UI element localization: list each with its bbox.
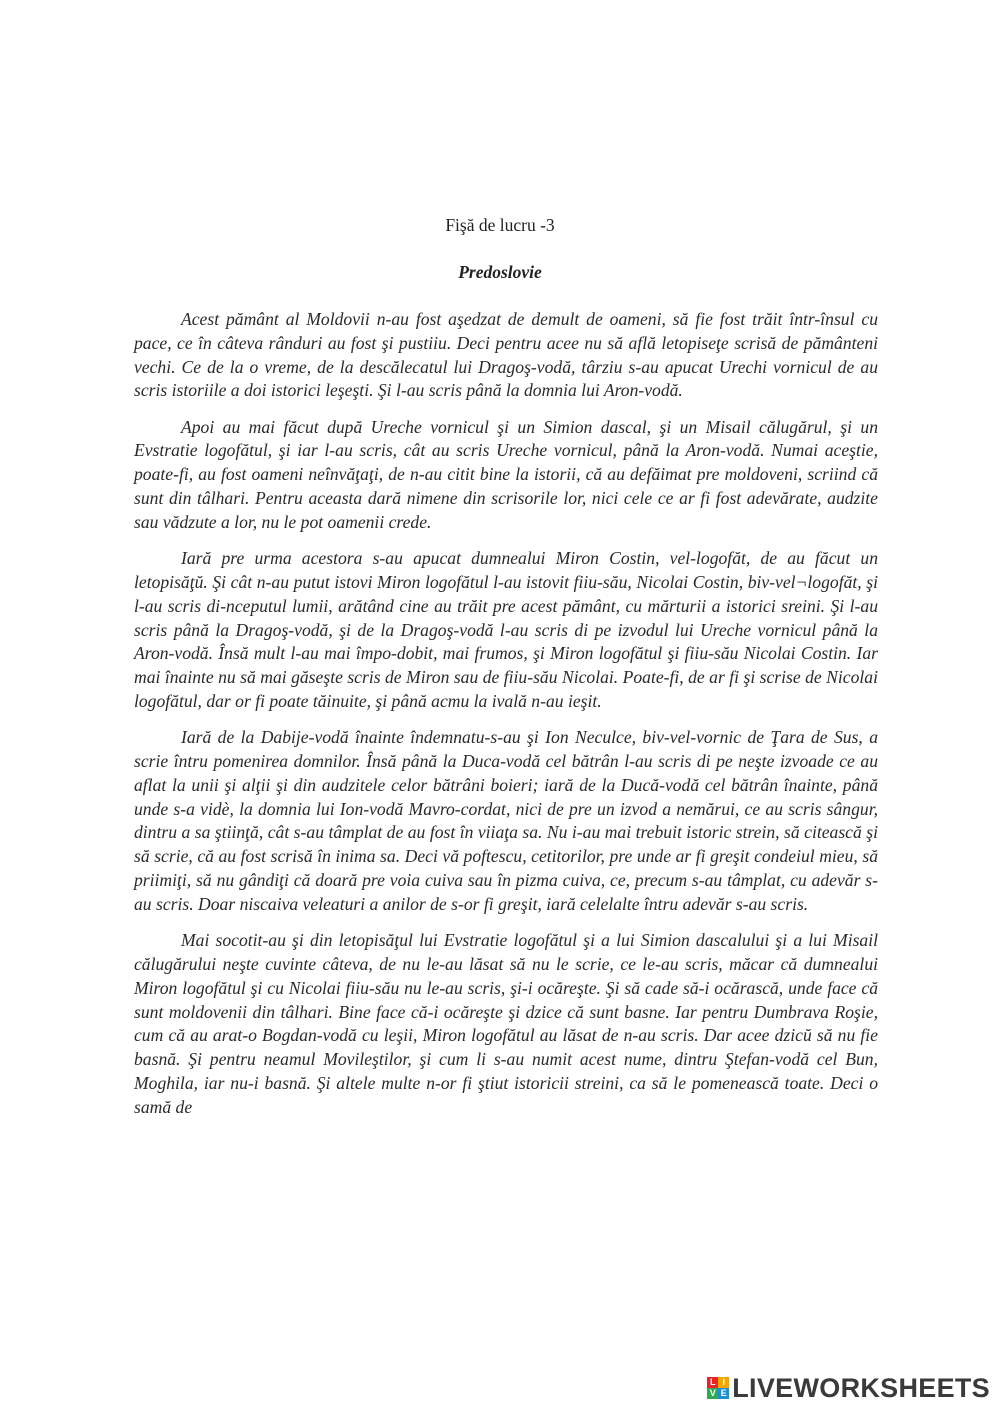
paragraph-5: Mai socotit-au şi din letopisăţul lui Evstratie logofătul şi a lui Simion dascalului şi a lui Misail călugărului neşte cuvinte câteva, de nu le-au lăsat să nu le scrie, ce le-au scris, măcar că dumnealui Miron logofătul şi cu Nicolai fiiu-său nu le-au scris, şi-i ocăreşte. Şi să cade să-i ocărască, unde face că sunt moldovenii din tâlhari. Bine face că-i ocăreşte şi dzice că sunt basne. Iar pentru Dumbrava Roşie, cum că au arat-o Bogdan-vodă cu leşii, Miron logofătul au lăsat de n-au scris. Dar acee dzicŭ să nu fie basnă. Şi pentru neamul Movileştilor, şi cum li s-au numit acest nume, dintru Ştefan-vodă cel Bun, Moghila, iar nu-i basnă. Şi altele multe n-or fi ştiut istoricii streini, ca să le pomenească toate. Deci o samă de — [134, 930, 878, 1117]
logo-letter: V — [707, 1388, 718, 1399]
document-title: Predoslovie — [458, 262, 542, 282]
worksheet-title: Fişă de lucru -3 — [445, 215, 555, 235]
logo-letter: E — [718, 1388, 729, 1399]
logo-badge-icon — [707, 1377, 729, 1399]
paragraph-2: Apoi au mai făcut după Ureche vornicul şi un Simion dascal, şi un Misail călugărul, şi un Evstratie logofătul, şi iar l-au scris, cât au scris Ureche vornicul, până la Aron-vodă. Numai aceştie, poate-fi, au fost oameni neînvăţaţi, de n-au citit bine la istorii, că au defăimat pre moldoveni, scriind că sunt din tâlhari. Pentru aceasta dară nimene din scrisorile lor, nici cele ce ar fi fost adevărate, audzite sau vădzute a lor, nu le pot oamenii crede. — [134, 416, 878, 532]
document-body — [134, 308, 878, 1132]
paragraph-4: Iară de la Dabije-vodă înainte îndemnatu-s-au şi Ion Neculce, biv-vel-vornic de Ţara de Sus, a scrie întru pomenirea domnilor. Însă până la Duca-vodă cel bătrân l-au scris di pe neşte izvoade ce au aflat la unii şi alţii şi din audzitele celor bătrâni boieri; iară de la Ducă-vodă cel bătrân înainte, până unde s-a vidè, la domnia lui Ion-vodă Mavro-cordat, nici de pre un izvod a nemărui, ce au scris sângur, dintru a sa ştiinţă, cât s-au tâmplat de au fost în viiaţa sa. Nu i-au mai trebuit istoric strein, să citească şi să scrie, că au fost scrisă în inima sa. Deci vă poftescu, cetitorilor, pre unde ar fi greşit condeiul mieu, să priimiţi, să nu gândiţi că doară pre voia cuiva sau în pizma cuiva, ce, precum s-au tâmplat, cu adevăr s-au scris. Doar niscaiva veleaturi a anilor de s-or fi greşit, iară celelalte întru adevăr s-au scris. — [134, 727, 878, 914]
logo-letter: L — [707, 1377, 718, 1388]
logo-letter: I — [718, 1377, 729, 1388]
logo-text: LIVEWORKSHEETS — [732, 1372, 990, 1403]
liveworksheets-logo[interactable] — [707, 1371, 990, 1405]
paragraph-1: Acest pământ al Moldovii n-au fost aşedzat de demult de oameni, să fie fost trăit într-însul cu pace, ce în câteva rânduri au fost şi pustiiu. Deci pentru acee nu să află letopiseţe scrisă de pământeni vechi. Ce de la o vreme, de la descălecatul lui Dragoş-vodă, târziu s-au apucat Urechi vornicul de au scris istoriile a doi istorici leşeşti. Şi l-au scris până la domnia lui Aron-vodă. — [134, 309, 878, 401]
paragraph-3: Iară pre urma acestora s-au apucat dumnealui Miron Costin, vel-logofăt, de au făcut un letopisăţŭ. Şi cât n-au putut istovi Miron logofătul l-au istovit fiiu-său, Nicolai Costin, biv-vel¬logofăt, şi l-au scris di-nceputul lumii, arătând cine au trăit pre acest pământ, cu mărturii a istorici sreini. Şi l-au scris până la Dragoş-vodă, şi de la Dragoş-vodă l-au scris di pe izvodul lui Ureche vornicul până la Aron-vodă. Însă mult l-au mai împo-dobit, mai frumos, şi Miron logofătul şi fiiu-său Nicolai Costin. Iar mai înainte nu să mai găseşte scris de Miron sau de fiiu-său Nicolai. Poate-fi, de ar fi şi scrise de Nicolai logofătul, dar or fi poate tăinuite, şi până acmu la ivală n-au ieşit. — [134, 548, 878, 711]
